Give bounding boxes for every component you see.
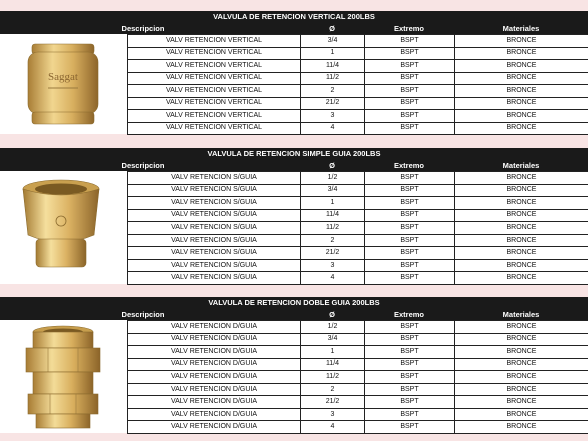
material-cell: BRONCE: [455, 97, 588, 110]
header-diametro: Ø: [329, 24, 335, 33]
table-row: [128, 346, 588, 359]
table-row: [128, 421, 588, 434]
end-type-cell: BSPT: [365, 97, 455, 110]
material-cell: BRONCE: [455, 172, 588, 185]
diameter-cell: 21/2: [301, 97, 365, 110]
table-row: [128, 72, 588, 85]
header-descripcion: Descripcion: [121, 161, 165, 170]
end-type-cell: BSPT: [365, 346, 455, 359]
material-cell: BRONCE: [455, 60, 588, 73]
material-cell: BRONCE: [455, 85, 588, 98]
table-row: [128, 60, 588, 73]
material-cell: BRONCE: [455, 110, 588, 123]
section-doble-guia: [0, 297, 588, 433]
product-photo-cell: [0, 34, 127, 134]
product-table: [127, 171, 588, 285]
table-row: [128, 272, 588, 285]
end-type-cell: BSPT: [365, 122, 455, 135]
description-cell: VALV RETENCION S/GUIA: [128, 197, 301, 210]
table-row: [128, 35, 588, 48]
table-row: [128, 321, 588, 334]
material-cell: BRONCE: [455, 222, 588, 235]
diameter-cell: 21/2: [301, 247, 365, 260]
table-row: [128, 383, 588, 396]
diameter-cell: 2: [301, 234, 365, 247]
product-table: [127, 34, 588, 135]
description-cell: VALV RETENCION S/GUIA: [128, 247, 301, 260]
brand-engraving: Saggat: [48, 71, 78, 83]
description-cell: VALV RETENCION D/GUIA: [128, 358, 301, 371]
description-cell: VALV RETENCION VERTICAL: [128, 122, 301, 135]
diameter-cell: 11/4: [301, 60, 365, 73]
table-row: [128, 333, 588, 346]
section-vertical: [0, 11, 588, 134]
end-type-cell: BSPT: [365, 396, 455, 409]
description-cell: VALV RETENCION VERTICAL: [128, 110, 301, 123]
diameter-cell: 4: [301, 122, 365, 135]
material-cell: BRONCE: [455, 421, 588, 434]
diameter-cell: 2: [301, 383, 365, 396]
end-type-cell: BSPT: [365, 408, 455, 421]
end-type-cell: BSPT: [365, 72, 455, 85]
description-cell: VALV RETENCION S/GUIA: [128, 234, 301, 247]
section-title: VALVULA DE RETENCION SIMPLE GUIA 200LBS: [0, 148, 588, 160]
table-row: [128, 396, 588, 409]
material-cell: BRONCE: [455, 47, 588, 60]
product-photo-cell: [0, 320, 127, 433]
description-cell: VALV RETENCION S/GUIA: [128, 172, 301, 185]
diameter-cell: 11/2: [301, 371, 365, 384]
description-cell: VALV RETENCION D/GUIA: [128, 396, 301, 409]
header-materiales: Materiales: [502, 24, 540, 33]
header-descripcion: Descripcion: [121, 310, 165, 319]
table-row: [128, 85, 588, 98]
description-cell: VALV RETENCION VERTICAL: [128, 72, 301, 85]
material-cell: BRONCE: [455, 321, 588, 334]
table-row: [128, 408, 588, 421]
end-type-cell: BSPT: [365, 272, 455, 285]
diameter-cell: 1: [301, 47, 365, 60]
table-row: [128, 371, 588, 384]
material-cell: BRONCE: [455, 72, 588, 85]
material-cell: BRONCE: [455, 35, 588, 48]
description-cell: VALV RETENCION D/GUIA: [128, 346, 301, 359]
material-cell: BRONCE: [455, 272, 588, 285]
description-cell: VALV RETENCION S/GUIA: [128, 259, 301, 272]
diameter-cell: 3/4: [301, 333, 365, 346]
description-cell: VALV RETENCION D/GUIA: [128, 371, 301, 384]
table-row: [128, 259, 588, 272]
description-cell: VALV RETENCION VERTICAL: [128, 85, 301, 98]
section-title: VALVULA DE RETENCION DOBLE GUIA 200LBS: [0, 297, 588, 309]
material-cell: BRONCE: [455, 396, 588, 409]
simple-guide-check-valve-image: [16, 177, 106, 277]
end-type-cell: BSPT: [365, 222, 455, 235]
table-row: [128, 184, 588, 197]
material-cell: BRONCE: [455, 371, 588, 384]
diameter-cell: 1: [301, 346, 365, 359]
material-cell: BRONCE: [455, 259, 588, 272]
column-header-row: [0, 309, 588, 320]
diameter-cell: 11/2: [301, 72, 365, 85]
material-cell: BRONCE: [455, 333, 588, 346]
end-type-cell: BSPT: [365, 321, 455, 334]
description-cell: VALV RETENCION D/GUIA: [128, 421, 301, 434]
section-title: VALVULA DE RETENCION VERTICAL 200LBS: [0, 11, 588, 23]
description-cell: VALV RETENCION D/GUIA: [128, 333, 301, 346]
material-cell: BRONCE: [455, 209, 588, 222]
description-cell: VALV RETENCION S/GUIA: [128, 184, 301, 197]
description-cell: VALV RETENCION D/GUIA: [128, 383, 301, 396]
table-row: [128, 110, 588, 123]
description-cell: VALV RETENCION VERTICAL: [128, 97, 301, 110]
diameter-cell: 1: [301, 197, 365, 210]
material-cell: BRONCE: [455, 247, 588, 260]
diameter-cell: 3/4: [301, 35, 365, 48]
header-diametro: Ø: [329, 310, 335, 319]
header-extremo: Extremo: [393, 310, 424, 319]
material-cell: BRONCE: [455, 122, 588, 135]
material-cell: BRONCE: [455, 346, 588, 359]
header-diametro: Ø: [329, 161, 335, 170]
diameter-cell: 3: [301, 408, 365, 421]
table-row: [128, 172, 588, 185]
product-photo-cell: [0, 171, 127, 284]
end-type-cell: BSPT: [365, 172, 455, 185]
column-header-row: [0, 160, 588, 171]
column-header-row: [0, 23, 588, 34]
end-type-cell: BSPT: [365, 197, 455, 210]
diameter-cell: 4: [301, 272, 365, 285]
material-cell: BRONCE: [455, 408, 588, 421]
diameter-cell: 11/2: [301, 222, 365, 235]
end-type-cell: BSPT: [365, 358, 455, 371]
end-type-cell: BSPT: [365, 209, 455, 222]
diameter-cell: 3/4: [301, 184, 365, 197]
diameter-cell: 11/4: [301, 209, 365, 222]
end-type-cell: BSPT: [365, 85, 455, 98]
header-descripcion: Descripcion: [121, 24, 165, 33]
table-row: [128, 122, 588, 135]
end-type-cell: BSPT: [365, 234, 455, 247]
table-row: [128, 197, 588, 210]
double-guide-check-valve-image: [18, 324, 108, 430]
material-cell: BRONCE: [455, 383, 588, 396]
material-cell: BRONCE: [455, 184, 588, 197]
header-materiales: Materiales: [502, 161, 540, 170]
end-type-cell: BSPT: [365, 184, 455, 197]
end-type-cell: BSPT: [365, 421, 455, 434]
header-materiales: Materiales: [502, 310, 540, 319]
description-cell: VALV RETENCION S/GUIA: [128, 209, 301, 222]
diameter-cell: 4: [301, 421, 365, 434]
material-cell: BRONCE: [455, 358, 588, 371]
product-table: [127, 320, 588, 434]
header-extremo: Extremo: [393, 24, 424, 33]
description-cell: VALV RETENCION S/GUIA: [128, 272, 301, 285]
end-type-cell: BSPT: [365, 247, 455, 260]
vertical-check-valve-image: [18, 42, 108, 128]
end-type-cell: BSPT: [365, 110, 455, 123]
table-row: [128, 209, 588, 222]
end-type-cell: BSPT: [365, 333, 455, 346]
material-cell: BRONCE: [455, 234, 588, 247]
description-cell: VALV RETENCION D/GUIA: [128, 408, 301, 421]
diameter-cell: 11/4: [301, 358, 365, 371]
end-type-cell: BSPT: [365, 47, 455, 60]
description-cell: VALV RETENCION D/GUIA: [128, 321, 301, 334]
end-type-cell: BSPT: [365, 259, 455, 272]
description-cell: VALV RETENCION VERTICAL: [128, 60, 301, 73]
table-row: [128, 234, 588, 247]
diameter-cell: 21/2: [301, 396, 365, 409]
header-extremo: Extremo: [393, 161, 424, 170]
diameter-cell: 1/2: [301, 321, 365, 334]
diameter-cell: 3: [301, 110, 365, 123]
table-row: [128, 222, 588, 235]
end-type-cell: BSPT: [365, 35, 455, 48]
end-type-cell: BSPT: [365, 371, 455, 384]
description-cell: VALV RETENCION VERTICAL: [128, 35, 301, 48]
table-row: [128, 358, 588, 371]
description-cell: VALV RETENCION S/GUIA: [128, 222, 301, 235]
diameter-cell: 2: [301, 85, 365, 98]
material-cell: BRONCE: [455, 197, 588, 210]
description-cell: VALV RETENCION VERTICAL: [128, 47, 301, 60]
end-type-cell: BSPT: [365, 383, 455, 396]
table-row: [128, 47, 588, 60]
diameter-cell: 3: [301, 259, 365, 272]
table-row: [128, 97, 588, 110]
table-row: [128, 247, 588, 260]
end-type-cell: BSPT: [365, 60, 455, 73]
section-simple-guia: [0, 148, 588, 284]
diameter-cell: 1/2: [301, 172, 365, 185]
